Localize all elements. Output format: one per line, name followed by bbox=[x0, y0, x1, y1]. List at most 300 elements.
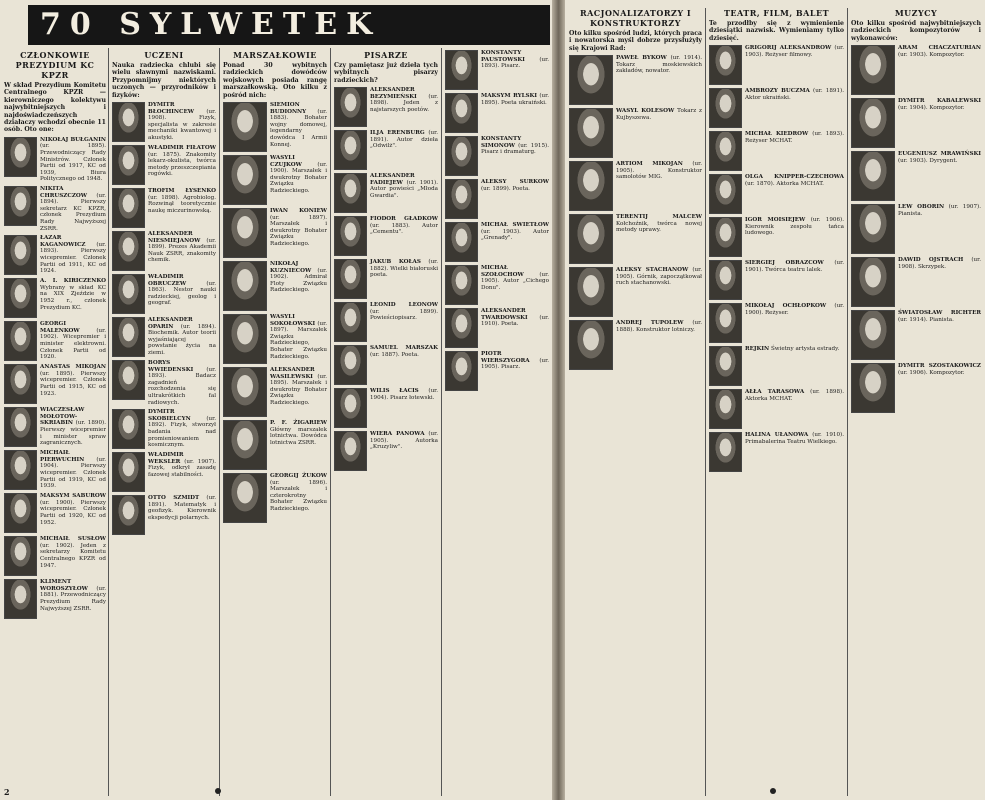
person-bio bbox=[148, 188, 216, 228]
portrait-photo bbox=[569, 161, 613, 211]
person-description: (ur. 1905). Pisarz. bbox=[481, 357, 549, 371]
person-entry bbox=[851, 45, 981, 95]
person-description: (ur. 1881). Przewodniczący Prezydium Rady Najwyższej ZSRR. bbox=[40, 585, 106, 612]
binding-hole bbox=[215, 788, 221, 794]
person-description: (ur. 1893). Badacz zagadnień rozchodzenia się ultrakrótkich fal radiowych. bbox=[148, 366, 216, 406]
person-name: ANDREJ TUPOLEW bbox=[616, 320, 684, 327]
person-entry bbox=[4, 493, 106, 533]
person-entry bbox=[334, 302, 438, 342]
column-divider bbox=[219, 48, 220, 796]
person-description: (ur. 1882). Wielki białoruski poeta. bbox=[370, 259, 438, 279]
portrait-photo bbox=[4, 137, 37, 177]
section-heading: TEATR, FILM, BALET bbox=[723, 8, 830, 18]
person-name: JAKUB KOŁAS bbox=[370, 259, 421, 266]
person-name: WŁADIMIR OBRUCZEW bbox=[148, 274, 187, 287]
person-name: KONSTANTY PAUSTOWSKI bbox=[481, 50, 525, 63]
person-bio bbox=[40, 235, 106, 275]
person-entry bbox=[709, 346, 844, 386]
person-entry bbox=[851, 151, 981, 201]
person-bio bbox=[370, 431, 438, 471]
person-entry bbox=[223, 420, 327, 470]
person-entry bbox=[709, 45, 844, 85]
banner-title: 70 SYLWETEK bbox=[28, 5, 550, 45]
portrait-photo bbox=[709, 303, 742, 343]
person-bio bbox=[270, 155, 327, 205]
person-description: (ur. 1897). Marszałek i dwukrotny Bohater Związku Radzieckiego. bbox=[270, 214, 327, 247]
column-muzycy bbox=[851, 8, 981, 794]
binding-hole bbox=[770, 788, 776, 794]
person-entry bbox=[4, 450, 106, 490]
person-description: (ur. 1891). Aktor ukraiński. bbox=[745, 88, 844, 101]
person-name: TERENTIJ MALCEW bbox=[616, 214, 702, 221]
column-divider bbox=[108, 48, 109, 796]
column-pisarze bbox=[334, 50, 438, 790]
person-name: WIACZESŁAW MOŁOTOW-SKRIABIN bbox=[40, 407, 85, 427]
portrait-photo bbox=[4, 579, 37, 619]
person-name: DYMITR SZOSTAKOWICZ bbox=[898, 363, 981, 370]
person-description: (ur. 1904). Pierwszy wicepremier. Członek Partii od 1919, KC od 1939. bbox=[40, 456, 106, 490]
person-entry bbox=[112, 452, 216, 492]
person-description: Wybrany w skład KC na XIX Zjeździe w 1952 r., członek Prezydium KC. bbox=[40, 284, 106, 311]
person-name: OLGA KNIPPER-CZECHOWA bbox=[745, 174, 844, 181]
person-entry bbox=[569, 267, 702, 317]
person-entry bbox=[4, 579, 106, 619]
person-entry bbox=[223, 102, 327, 152]
person-entry bbox=[445, 93, 549, 133]
person-name: OTTO SZMIDT bbox=[148, 495, 200, 502]
portrait-photo bbox=[851, 45, 895, 95]
person-entry bbox=[112, 145, 216, 185]
person-bio bbox=[40, 186, 106, 232]
person-description: Tokarz z Kujbyszewa. bbox=[616, 108, 702, 121]
portrait-photo bbox=[4, 278, 37, 318]
section-heading: UCZENI bbox=[144, 50, 184, 60]
person-name: DYMITR SKOBIELCYN bbox=[148, 409, 191, 422]
column-divider bbox=[847, 8, 848, 796]
person-entry bbox=[445, 265, 549, 305]
portrait-photo bbox=[4, 407, 37, 447]
column-prezydium bbox=[4, 50, 106, 790]
person-bio bbox=[616, 55, 702, 105]
section-intro: W skład Prezydium Komitetu Centralnego KPZR — kierowniczego kolektywu najwybitniejszych i najdoświadczeńszych działaczy wchodzi obecnie 11 osób. Oto one: bbox=[4, 82, 106, 134]
person-description: (ur. 1898). Agrobiolog. Rozwinął teoretycznie naukę miczurinowską. bbox=[148, 194, 216, 214]
person-name: ALEKSANDER WASILEWSKI bbox=[270, 367, 315, 380]
person-name: EUGENIUSZ MRAWIŃSKI bbox=[898, 151, 981, 158]
person-description: (ur. 1907). Pianista. bbox=[898, 204, 981, 217]
person-bio bbox=[481, 222, 549, 262]
person-entry bbox=[334, 259, 438, 299]
person-entry bbox=[112, 495, 216, 535]
person-description: (ur. 1903). Reżyser filmowy. bbox=[745, 45, 844, 58]
person-entry bbox=[851, 204, 981, 254]
section-heading: CZŁONKOWIE PREZYDIUM KC KPZR bbox=[15, 50, 95, 80]
person-description: (ur. 1906). Kompozytor. bbox=[898, 369, 965, 376]
column-pisarze-cont bbox=[445, 50, 549, 790]
person-entry bbox=[112, 102, 216, 142]
section-intro: Oto kilku spośród najwybitniejszych radzieckich kompozytorów i wykonawców: bbox=[851, 20, 981, 42]
portrait-photo bbox=[223, 420, 267, 470]
person-description: (ur. 1898). Jeden z najstarszych poetów. bbox=[370, 93, 438, 113]
portrait-photo bbox=[4, 321, 37, 361]
person-name: MICHAŁ SZOŁOCHOW bbox=[481, 265, 524, 278]
person-bio bbox=[270, 261, 327, 311]
person-bio bbox=[370, 87, 438, 127]
section-intro: Nauka radziecka chlubi się wielu sławnymi nazwiskami. Przypomnijmy niektórych uczonych — przyrodników i fizyków: bbox=[112, 62, 216, 99]
person-entry bbox=[112, 231, 216, 271]
person-description: (ur. 1875). Znakomity lekarz-okulista, twórca metody przeszczepiania rogówki. bbox=[148, 151, 216, 178]
person-entry bbox=[709, 432, 844, 472]
person-description: (ur. 1887). Poeta. bbox=[370, 351, 419, 358]
person-description: (ur. 1870). Aktorka MCHAT. bbox=[745, 180, 824, 187]
portrait-photo bbox=[112, 317, 145, 357]
portrait-photo bbox=[445, 265, 478, 305]
person-bio bbox=[745, 217, 844, 257]
person-description: (ur. 1895). Poeta ukraiński. bbox=[481, 93, 549, 106]
person-name: WASYLI CZUJKOW bbox=[270, 155, 302, 168]
person-name: DYMITR BŁOCHINCEW bbox=[148, 102, 195, 115]
portrait-photo bbox=[112, 452, 145, 492]
person-bio bbox=[616, 161, 702, 211]
portrait-photo bbox=[112, 102, 145, 142]
person-bio bbox=[616, 267, 702, 317]
person-bio bbox=[270, 102, 327, 152]
person-description: (ur. 1902). Admirał Floty Związku Radzieckiego. bbox=[270, 267, 327, 294]
portrait-photo bbox=[223, 314, 267, 364]
person-description: (ur. 1904). Pisarz łotewski. bbox=[370, 388, 438, 401]
person-entry bbox=[445, 308, 549, 348]
person-entry bbox=[445, 50, 549, 90]
portrait-photo bbox=[709, 346, 742, 386]
person-name: MICHAŁ SWIETŁOW bbox=[481, 222, 549, 228]
person-entry bbox=[223, 155, 327, 205]
column-divider bbox=[705, 8, 706, 796]
portrait-photo bbox=[851, 204, 895, 254]
person-name: ALEKSANDER BEZYMIEŃSKI bbox=[370, 87, 417, 100]
person-description: (ur. 1891). Autor dzieła „Odwilż". bbox=[370, 130, 438, 150]
portrait-photo bbox=[4, 186, 37, 226]
portrait-photo bbox=[851, 98, 895, 148]
person-bio bbox=[481, 50, 549, 90]
person-bio bbox=[148, 102, 216, 142]
person-description: Główny marszałek lotnictwa. Dowódca lotnictwa ZSRR. bbox=[270, 426, 327, 446]
portrait-photo bbox=[223, 367, 267, 417]
person-bio bbox=[40, 579, 106, 619]
person-description: (ur. 1902). Wicepremier i minister elektrowni. Członek Partii od 1920. bbox=[40, 327, 106, 361]
person-name: ALEKSY SURKOW bbox=[481, 179, 549, 185]
person-bio bbox=[481, 136, 549, 176]
person-entry bbox=[4, 137, 106, 183]
person-entry bbox=[851, 310, 981, 360]
person-description: (ur. 1888). Konstruktor lotniczy. bbox=[616, 320, 702, 333]
person-description: Świetny artysta estrady. bbox=[770, 346, 840, 353]
person-bio bbox=[370, 388, 438, 428]
person-name: MICHAIŁ PIERWUCHIN bbox=[40, 450, 85, 463]
person-entry bbox=[4, 186, 106, 232]
person-name: A. I. KIRICZENKO bbox=[40, 278, 106, 285]
person-name: ŚWIATOSŁAW RICHTER bbox=[898, 310, 981, 317]
person-description: (ur. 1894). Biochemik. Autor teorii wyjaśniającej powstanie życia na ziemi. bbox=[148, 323, 216, 356]
person-bio bbox=[40, 407, 106, 447]
person-bio bbox=[898, 310, 981, 360]
person-name: MICHAŁ KIEDROW bbox=[745, 131, 809, 138]
person-entry bbox=[112, 409, 216, 449]
person-name: P. F. ŻIGARIEW bbox=[270, 420, 327, 427]
person-name: ARTIOM MIKOJAN bbox=[616, 161, 683, 168]
section-heading: MUZYCY bbox=[894, 8, 938, 18]
portrait-photo bbox=[445, 179, 478, 219]
person-entry bbox=[445, 179, 549, 219]
person-entry bbox=[569, 55, 702, 105]
person-description: (ur. 1863). Nestor nauki radzieckiej, geolog i geograf. bbox=[148, 280, 216, 307]
person-description: (ur. 1896). Marszałek i czterokrotny Bohater Związku Radzieckiego. bbox=[270, 479, 327, 512]
person-entry bbox=[709, 303, 844, 343]
portrait-photo bbox=[569, 214, 613, 264]
person-bio bbox=[370, 259, 438, 299]
person-bio bbox=[898, 45, 981, 95]
section-intro: Czy pamiętasz już dzieła tych wybitnych pisarzy radzieckich? bbox=[334, 62, 438, 84]
person-description: (ur. 1899). Prezes Akademii Nauk ZSRR, znakomity chemik. bbox=[148, 237, 216, 264]
person-entry bbox=[112, 188, 216, 228]
person-description: (ur. 1903). Kompozytor. bbox=[898, 51, 965, 58]
column-uczeni bbox=[112, 50, 216, 790]
person-name: ARAM CHACZATURIAN bbox=[898, 45, 981, 52]
person-bio bbox=[745, 88, 844, 128]
person-description: (ur. 1906). Kierownik zespołu tańca ludowego. bbox=[745, 217, 844, 237]
section-heading: MARSZAŁKOWIE bbox=[233, 50, 317, 60]
portrait-photo bbox=[445, 50, 478, 90]
portrait-photo bbox=[4, 364, 37, 404]
person-name: ALEKSANDER TWARDOWSKI bbox=[481, 308, 528, 321]
person-bio bbox=[148, 317, 216, 357]
portrait-photo bbox=[223, 261, 267, 311]
person-bio bbox=[481, 351, 549, 391]
person-entry bbox=[334, 388, 438, 428]
person-bio bbox=[898, 98, 981, 148]
person-description: (ur. 1903). Autor „Grenady". bbox=[481, 228, 549, 242]
person-name: WŁADIMIR FIŁATOW bbox=[148, 145, 216, 152]
person-description: (ur. 1914). Pianista. bbox=[898, 316, 954, 323]
person-name: AŁŁA TARASOWA bbox=[745, 389, 805, 396]
portrait-photo bbox=[445, 222, 478, 262]
person-description: (ur. 1897). Marszałek Związku Radzieckiego, Bohater Związku Radzieckiego. bbox=[270, 320, 327, 360]
person-name: ALEKSANDER NIESMIEJANOW bbox=[148, 231, 201, 244]
person-entry bbox=[223, 473, 327, 523]
column-divider bbox=[330, 48, 331, 796]
portrait-photo bbox=[334, 87, 367, 127]
person-entry bbox=[334, 130, 438, 170]
person-bio bbox=[148, 145, 216, 185]
person-entry bbox=[569, 320, 702, 370]
person-bio bbox=[148, 231, 216, 271]
person-description: (ur. 1915). Pisarz i dramaturg. bbox=[481, 142, 549, 156]
portrait-photo bbox=[445, 136, 478, 176]
person-description: (ur. 1893). Pierwszy wicepremier. Członek Partii od 1911, KC od 1924. bbox=[40, 241, 106, 275]
person-bio bbox=[481, 93, 549, 133]
person-entry bbox=[709, 389, 844, 429]
person-description: (ur. 1895). Marszałek i dwukrotny Bohater Związku Radzieckiego. bbox=[270, 373, 327, 406]
person-description: (ur. 1883). Autor „Cementu". bbox=[370, 222, 438, 236]
person-entry bbox=[334, 345, 438, 385]
column-marszalkowie bbox=[223, 50, 327, 790]
person-entry bbox=[851, 257, 981, 307]
person-bio bbox=[40, 450, 106, 490]
column-racjonalizatorzy bbox=[569, 8, 702, 794]
portrait-photo bbox=[4, 235, 37, 275]
person-bio bbox=[481, 308, 549, 348]
person-bio bbox=[481, 179, 549, 219]
portrait-photo bbox=[445, 351, 478, 391]
person-bio bbox=[616, 108, 702, 158]
person-bio bbox=[745, 45, 844, 85]
person-bio bbox=[370, 302, 438, 342]
person-name: GRIGORIJ ALEKSANDROW bbox=[745, 45, 832, 52]
person-entry bbox=[569, 214, 702, 264]
person-bio bbox=[370, 173, 438, 213]
portrait-photo bbox=[334, 259, 367, 299]
person-entry bbox=[709, 217, 844, 257]
portrait-photo bbox=[709, 260, 742, 300]
person-bio bbox=[270, 314, 327, 364]
person-entry bbox=[4, 364, 106, 404]
person-entry bbox=[569, 161, 702, 211]
person-bio bbox=[148, 495, 216, 535]
portrait-photo bbox=[851, 363, 895, 413]
person-description: (ur. 1895). Pierwszy wicepremier. Członek Partii od 1915, KC od 1923. bbox=[40, 370, 106, 397]
person-name: MICHAIŁ SUSŁOW bbox=[40, 536, 106, 543]
person-description: (ur. 1908). Skrzypek. bbox=[898, 257, 981, 270]
person-description: (ur. 1901). Twórca teatru lalek. bbox=[745, 260, 844, 273]
portrait-photo bbox=[223, 473, 267, 523]
person-bio bbox=[898, 257, 981, 307]
column-divider bbox=[441, 48, 442, 796]
person-bio bbox=[148, 409, 216, 449]
person-bio bbox=[148, 452, 216, 492]
person-name: NIKOŁAJ KUZNIECOW bbox=[270, 261, 312, 274]
person-name: IGOR MOISIEJEW bbox=[745, 217, 806, 224]
person-name: MAKSYM SABUROW bbox=[40, 493, 106, 500]
person-name: AMBROZY BUCZMA bbox=[745, 88, 810, 95]
portrait-photo bbox=[334, 345, 367, 385]
person-name: KLIMENT WOROSZYŁOW bbox=[40, 579, 88, 592]
person-entry bbox=[334, 173, 438, 213]
person-name: TROFIM ŁYSENKO bbox=[148, 188, 216, 195]
person-name: SAMUEL MARSZAK bbox=[370, 345, 438, 352]
person-bio bbox=[270, 208, 327, 258]
person-entry bbox=[851, 98, 981, 148]
person-name: WASYLI SOKOŁOWSKI bbox=[270, 314, 316, 327]
person-description: (ur. 1898). Aktorka MCHAT. bbox=[745, 389, 844, 402]
person-bio bbox=[40, 321, 106, 361]
section-heading: PISARZE bbox=[364, 50, 408, 60]
person-entry bbox=[112, 360, 216, 406]
person-description: Kołchoźnik, twórca nowej metody uprawy. bbox=[616, 220, 702, 234]
person-description: (ur. 1900). Marszałek i dwukrotny Bohater Związku Radzieckiego. bbox=[270, 161, 327, 194]
person-bio bbox=[40, 137, 106, 183]
person-name: HALINA UŁANOWA bbox=[745, 432, 809, 439]
person-entry bbox=[569, 108, 702, 158]
portrait-photo bbox=[334, 216, 367, 256]
person-name: WIERA PANOWA bbox=[370, 431, 425, 438]
portrait-photo bbox=[709, 131, 742, 171]
person-bio bbox=[745, 303, 844, 343]
person-name: BORYS WWIEDENSKI bbox=[148, 360, 194, 373]
person-entry bbox=[851, 363, 981, 413]
person-description: (ur. 1907). Fizyk, odkrył zasadę fazowej stabilności. bbox=[148, 458, 216, 478]
person-name: GEORGIJ ŻUKOW bbox=[270, 473, 327, 480]
portrait-photo bbox=[334, 130, 367, 170]
person-entry bbox=[334, 216, 438, 256]
person-bio bbox=[370, 130, 438, 170]
person-name: ALEKSANDER OPARIN bbox=[148, 317, 193, 330]
person-description: (ur. 1901). Autor powieści „Młoda Gwardia". bbox=[370, 179, 438, 199]
person-entry bbox=[223, 314, 327, 364]
person-bio bbox=[745, 260, 844, 300]
person-name: WŁADIMIR WEKSLER bbox=[148, 452, 184, 465]
portrait-photo bbox=[4, 536, 37, 576]
person-bio bbox=[481, 265, 549, 305]
portrait-photo bbox=[112, 145, 145, 185]
person-entry bbox=[709, 131, 844, 171]
portrait-photo bbox=[569, 320, 613, 370]
person-entry bbox=[4, 235, 106, 275]
person-bio bbox=[616, 320, 702, 370]
person-bio bbox=[148, 274, 216, 314]
portrait-photo bbox=[112, 409, 145, 449]
person-name: GEORGI MALENKOW bbox=[40, 321, 80, 334]
person-description: (ur. 1910). Primabalerina Teatru Wielkiego. bbox=[745, 432, 844, 445]
person-name: NIKITA CHRUSZCZOW bbox=[40, 186, 88, 199]
person-name: SIERGIEJ OBRAZCOW bbox=[745, 260, 824, 267]
person-name: WILIS ŁACIS bbox=[370, 388, 419, 395]
person-name: LEW OBORIN bbox=[898, 204, 945, 211]
person-name: IWAN KONIEW bbox=[270, 208, 327, 215]
person-description: (ur. 1899). Poeta. bbox=[481, 185, 530, 192]
person-name: PAWEŁ BYKOW bbox=[616, 55, 667, 62]
person-entry bbox=[334, 431, 438, 471]
portrait-photo bbox=[112, 231, 145, 271]
person-bio bbox=[898, 204, 981, 254]
person-bio bbox=[148, 360, 216, 406]
person-name: PIOTR WIERSZYGORA bbox=[481, 351, 530, 364]
person-description: (ur. 1883). Bohater wojny domowej, legendarny dowódca I Armii Konnej. bbox=[270, 108, 327, 148]
person-entry bbox=[445, 222, 549, 262]
portrait-photo bbox=[569, 55, 613, 105]
person-name: MAKSYM RYLSKI bbox=[481, 93, 538, 99]
person-entry bbox=[4, 321, 106, 361]
person-entry bbox=[334, 87, 438, 127]
portrait-photo bbox=[334, 431, 367, 471]
portrait-photo bbox=[112, 495, 145, 535]
person-bio bbox=[40, 536, 106, 576]
person-description: (ur. 1895). Przewodniczący Rady Ministrów. Członek Partii od 1917, KC od 1939, Biura Politycznego od 1948. bbox=[40, 143, 106, 183]
person-entry bbox=[709, 174, 844, 214]
right-page bbox=[565, 0, 985, 800]
person-description: (ur. 1905). Górnik, zapoczątkował ruch stachanowski. bbox=[616, 267, 702, 287]
person-bio bbox=[40, 493, 106, 533]
page-number: 2 bbox=[4, 787, 10, 797]
person-description: (ur. 1890). Pierwszy wicepremier i minister spraw zagranicznych. bbox=[40, 420, 106, 447]
portrait-photo bbox=[709, 45, 742, 85]
person-entry bbox=[709, 88, 844, 128]
person-name: ANASTAS MIKOJAN bbox=[40, 364, 106, 371]
person-description: (ur. 1904). Kompozytor. bbox=[898, 104, 965, 111]
section-heading: RACJONALIZATORZY I KONSTRUKTORZY bbox=[579, 8, 692, 28]
person-name: LEONID LEONOW bbox=[370, 302, 438, 309]
person-description: (ur. 1905). Autor „Cichego Donu". bbox=[481, 271, 549, 291]
portrait-photo bbox=[851, 310, 895, 360]
person-description: (ur. 1900). Reżyser. bbox=[745, 303, 844, 316]
person-bio bbox=[745, 389, 844, 429]
